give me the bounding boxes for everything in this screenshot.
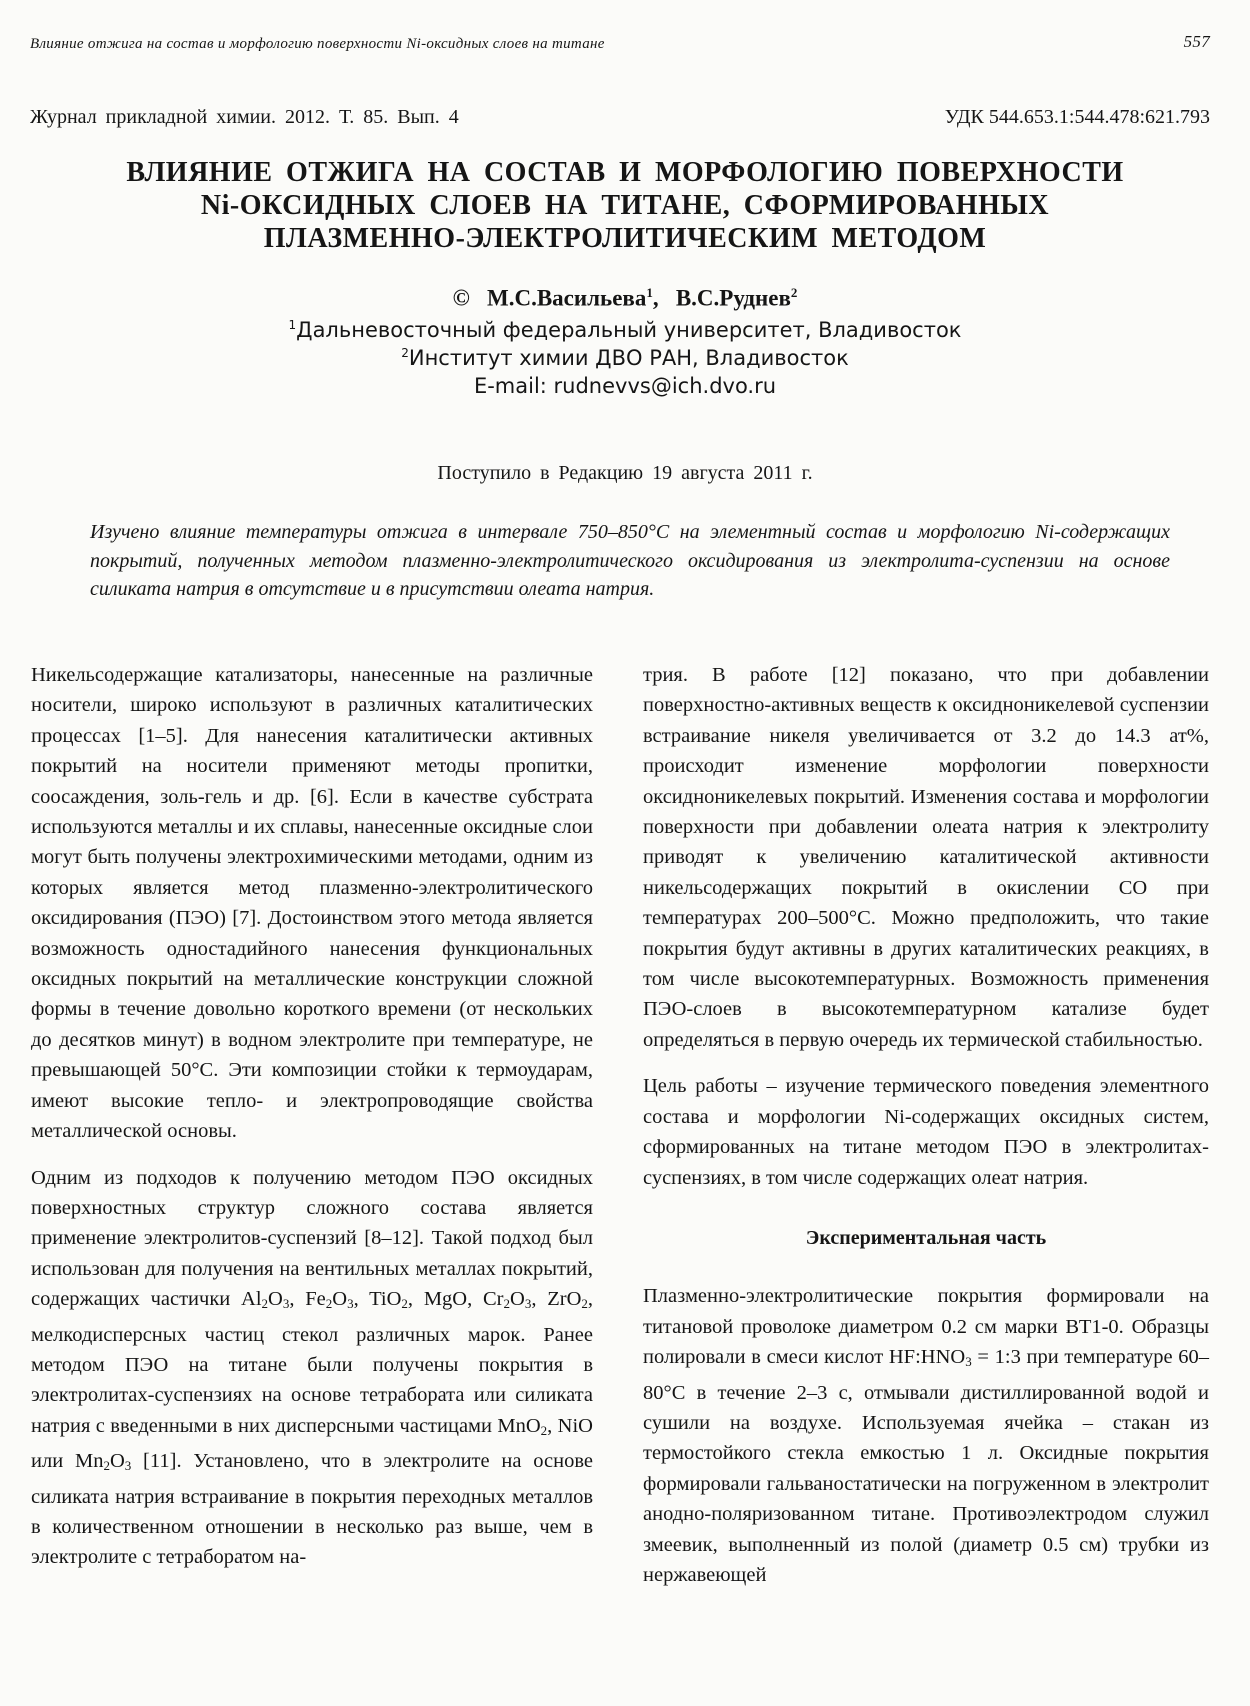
title-line: ПЛАЗМЕННО-ЭЛЕКТРОЛИТИЧЕСКИМ МЕТОДОМ: [263, 223, 987, 254]
body-paragraph: трия. В работе [12] показано, что при добавлении поверхностно-активных веществ к оксидноникелевой суспензии встраивание никеля увеличивается от 3.2 до 14.3 ат%, происходит изменение морфологии поверхности оксидноникелевых покрытий. Изменения состава и морфологии поверхности при добавлении олеата натрия к электролиту приводят к увеличению каталитической активности никельсодержащих покрытий в окислении СО при температурах 200–500°С. Можно предположить, что такие покрытия будут активны в других каталитических реакциях, в том числе высокотемпературных. Возможность применения ПЭО-слоев в высокотемпературном катализе будет определяться в первую очередь их термической стабильностью.: [643, 664, 1209, 1051]
udc-code: УДК 544.653.1:544.478:621.793: [944, 106, 1210, 128]
body-paragraph: Плазменно-электролитические покрытия формировали на титановой проволоке диаметром 0.2 см марки ВТ1-0. Образцы полировали в смеси кислот $HF:HNO_3$ = 1:3 при температуре 60–80°С в течение 2–3 с, отмывали дистиллированной водой и сушили на воздухе. Используемая ячейка – стакан из термостойкого стекла емкостью 1 л. Оксидные покрытия формировали гальваностатически на погруженном в электролит анодно-поляризованном титане. Противоэлектродом служил змеевик, выполненный из полой (диаметр 0.5 см) трубки из нержавеющей: [643, 1285, 1210, 1586]
author-email: E-mail: rudnevvs@ich.dvo.ru: [473, 374, 777, 398]
body-paragraph: Одним из подходов к получению методом ПЭО оксидных поверхностных структур сложного состава является применение электролитов-суспензий [8–12]. Такой подход был использован для получения на вентильных металлах покрытий, содержащих частички $Al_2O_3$, $Fe_2O_3$, TiO$_2$, MgO, $Cr_2O_3$, ZrO$_2$, мелкодисперсных частиц стекол различных марок. Ранее методом ПЭО на титане были получены покрытия в электролитах-суспензиях на основе тетрабората или силиката натрия с введенными в них дисперсными частицами MnO$_2$, NiO или $Mn_2O_3$ [11]. Установлено, что в электролите на основе силиката натрия встраивание в покрытия переходных металлов в количественном отношении в несколько раз выше, чем в электролите с тетраборатом на-: [31, 1166, 594, 1569]
journal-info: [30, 106, 1210, 132]
affiliation-mark: 2: [790, 285, 798, 300]
received-date: Поступило в Редакцию 19 августа 2011 г.: [437, 462, 813, 484]
author-list: [0, 285, 1250, 312]
article-title: [60, 156, 1190, 255]
left-column: [31, 660, 593, 1589]
copyright-sign: ©: [452, 285, 470, 311]
affiliation-1: [0, 318, 1250, 342]
affiliation-mark: 1: [646, 285, 653, 300]
affiliation-text: Институт химии ДВО РАН, Владивосток: [408, 346, 849, 370]
author-separator: ,: [652, 285, 659, 311]
affiliation-text: Дальневосточный федеральный университет, Владивосток: [296, 318, 962, 342]
author-name: В.С.Руднев: [675, 285, 791, 311]
body-paragraph: Цель работы – изучение термического поведения элементного состава и морфологии Ni-содержащих оксидных систем, сформированных на титане методом ПЭО в электролитах-суспензиях, в том числе содержащих олеат натрия.: [643, 1075, 1209, 1189]
journal-citation: Журнал прикладной химии. 2012. Т. 85. Вып. 4: [30, 106, 459, 128]
affiliation-mark: 1: [288, 318, 297, 332]
body-paragraph: Никельсодержащие катализаторы, нанесенные на различные носители, широко используют в различных каталитических процессах [1–5]. Для нанесения каталитически активных покрытий на носители применяют методы пропитки, соосаждения, золь-гель и др. [6]. Если в качестве субстрата используются металлы и их сплавы, нанесенные оксидные слои могут быть получены электрохимическими методами, одним из которых является метод плазменно-электролитического оксидирования (ПЭО) [7]. Достоинством этого метода является возможность одностадийного нанесения функциональных оксидных покрытий на металлические конструкции сложной формы в течение довольно короткого времени (от нескольких до десятков минут) в водном электролите при температуре, не превышающей 50°С. Эти композиции стойки к термоударам, имеют высокие тепло- и электропроводящие свойства металлической основы.: [31, 664, 593, 1143]
author-name: М.С.Васильева: [487, 285, 647, 311]
running-head: [30, 30, 1210, 56]
running-title: Влияние отжига на состав и морфологию поверхности Ni-оксидных слоев на титане: [30, 36, 605, 52]
abstract: Изучено влияние температуры отжига в интервале 750–850°С на элементный состав и морфологию Ni-содержащих покрытий, полученных методом плазменно-электролитического оксидирования из электролита-суспензии на основе силиката натрия в отсутствие и в присутствии олеата натрия.: [90, 521, 1170, 600]
page-number: 557: [1183, 32, 1210, 51]
title-line: ВЛИЯНИЕ ОТЖИГА НА СОСТАВ И МОРФОЛОГИЮ ПОВЕРХНОСТИ: [126, 157, 1124, 188]
title-line: Ni-ОКСИДНЫХ СЛОЕВ НА ТИТАНЕ, СФОРМИРОВАННЫХ: [200, 190, 1050, 221]
affiliation-2: [0, 346, 1250, 370]
section-heading: Экспериментальная часть: [805, 1226, 1047, 1249]
right-column: [643, 660, 1209, 1606]
affiliation-mark: 2: [401, 346, 409, 360]
